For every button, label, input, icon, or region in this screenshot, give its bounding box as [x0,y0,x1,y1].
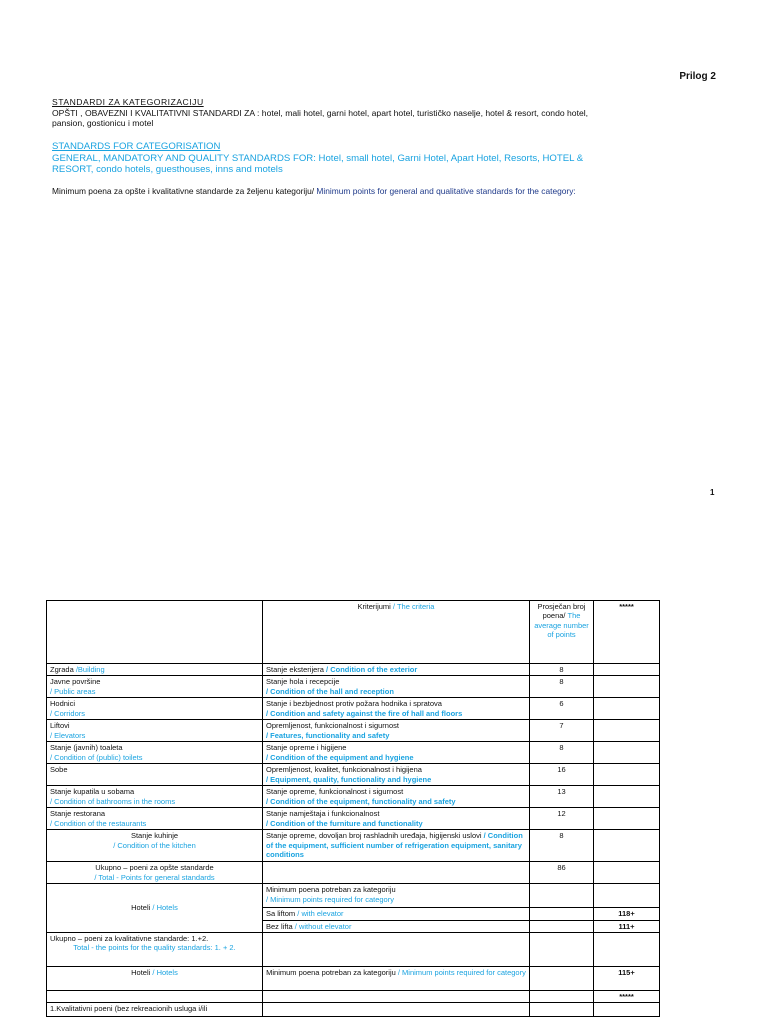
total-general-empty [263,862,530,884]
kitchen-row [47,830,660,862]
hotels-min-avg [530,884,594,908]
row-item-cell [47,664,263,676]
row-criteria-cell [263,764,530,786]
table-row [47,664,660,676]
header-en-title: STANDARDS FOR CATEGORISATION [52,141,221,152]
stars-row-empty-2 [263,990,530,1002]
table-row [47,676,660,698]
with-elevator-label: Sa liftom / with elevator [263,908,530,920]
row-stars-cell [594,720,660,742]
hotels-quality-avg [530,966,594,990]
table-row [47,720,660,742]
header-local-line3: pansion, gostionicu i motel [52,118,154,128]
total-quality-criteria [263,932,530,966]
stars-row-empty-3 [530,990,594,1002]
row-item-en: / Elevators [50,730,86,740]
quality-points-label: 1.Kvalitativni poeni (bez rekreacionih usluga i/ili [47,1003,263,1017]
page-number: 1 [710,488,715,497]
with-elevator-avg [530,908,594,920]
row-criteria-en: / Condition of the hall and reception [266,686,394,696]
hotels-min-stars [594,884,660,908]
row-criteria-cell [263,786,530,808]
header-local-line2: OPŠTI , OBAVEZNI I KVALITATIVNI STANDARDI ZA : hotel, mali hotel, garni hotel, apart hotel, turističko naselje, hotel & resort, condo hotel, [52,107,589,118]
row-item-cell [47,676,263,698]
row-criteria-en: / Condition of the equipment, functionality and safety [266,796,456,806]
annex-label: Prilog 2 [679,71,716,82]
row-item-local: Liftovi [50,721,70,731]
table-row [47,786,660,808]
row-average-points: 8 [530,664,594,676]
row-item-cell [47,764,263,786]
row-average-points: 8 [530,676,594,698]
minimum-points-local: Minimum poena za opšte i kvalitativne standarde za željenu kategoriju/ [52,186,315,196]
row-stars-cell [594,676,660,698]
table-header-row [47,601,660,664]
row-average-points: 7 [530,720,594,742]
total-quality-avg [530,932,594,966]
hotels-min-row [47,884,660,908]
row-item-cell [47,808,263,830]
row-average-points: 16 [530,764,594,786]
row-stars-cell [594,764,660,786]
row-criteria-local: Stanje hola i recepcije [266,677,340,687]
quality-points-empty-4 [594,1003,660,1017]
table-row [47,698,660,720]
without-elevator-avg [530,920,594,932]
row-criteria-local: Opremljenost, funkcionalnost i sigurnost [266,721,399,731]
hotels-min-text: Minimum poena potreban za kategoriju / Minimum points required for category [263,884,530,908]
stars-row-value: ***** [594,990,660,1002]
header-empty-cell [47,601,263,664]
header-en-line3: RESORT, condo hotels, guesthouses, inns and motels [52,164,283,175]
row-criteria-local: Opremljenost, kvalitet, funkcionalnost i higijena [266,765,422,775]
minimum-points-en: Minimum points for general and qualitative standards for the category: [314,186,576,196]
row-criteria-en: / Features, functionality and safety [266,730,390,740]
without-elevator-label: Bez lifta / without elevator [263,920,530,932]
without-elevator-value: 111+ [594,920,660,932]
row-item-local: Stanje restorana [50,809,106,819]
row-stars-cell [594,786,660,808]
header-en [52,141,672,176]
row-item-cell [47,786,263,808]
total-quality-stars [594,932,660,966]
with-elevator-value: 118+ [594,908,660,920]
header-en-line2: GENERAL, MANDATORY AND QUALITY STANDARDS FOR: Hotel, small hotel, Garni Hotel, Apart Hotel, Resorts, HOTEL & [52,152,584,164]
row-criteria-en: / Condition of the equipment and hygiene [266,752,414,762]
criteria-header: Kriterijumi / The criteria [263,601,530,664]
row-item-cell [47,698,263,720]
row-criteria-en: / Condition and safety against the fire of hall and floors [266,708,463,718]
row-criteria-local: Stanje i bezbjednost protiv požara hodnika i spratova [266,699,442,709]
row-item-local: Hodnici [50,699,76,709]
row-criteria-local: Stanje opreme i higijene [266,743,347,753]
row-criteria-en: / Condition of the furniture and functionality [266,818,423,828]
quality-points-empty-2 [263,1003,530,1017]
criteria-table [46,600,660,1017]
total-quality-row [47,932,660,966]
row-criteria-cell [263,664,530,676]
row-item-cell [47,742,263,764]
table-row [47,808,660,830]
table-row [47,764,660,786]
total-general-row [47,862,660,884]
row-criteria-cell [263,808,530,830]
row-item-local: Javne površine [50,677,101,687]
row-item-en: /Building [73,665,105,674]
row-item-en: / Public areas [50,686,96,696]
total-general-stars [594,862,660,884]
row-stars-cell [594,742,660,764]
row-criteria-local: Stanje opreme, funkcionalnost i sigurnost [266,787,404,797]
row-average-points: 13 [530,786,594,808]
total-general-label: Ukupno – poeni za opšte standarde / Total - Points for general standards [47,862,263,884]
stars-row-empty-1 [47,990,263,1002]
row-average-points: 8 [530,742,594,764]
row-criteria-cell [263,742,530,764]
row-criteria-local: Stanje eksterijera [266,665,324,674]
hotels-label: Hoteli / Hotels [47,884,263,933]
row-criteria-cell [263,698,530,720]
row-item-en: / Condition of (public) toilets [50,752,143,762]
row-item-en: / Corridors [50,708,86,718]
row-item-local: Stanje kupatila u sobama [50,787,135,797]
row-item-local: Sobe [50,765,68,775]
kitchen-stars [594,830,660,862]
table-row [47,742,660,764]
row-criteria-en: / Equipment, quality, functionality and hygiene [266,774,432,784]
hotels-quality-value: 115+ [594,966,660,990]
row-item-local: Stanje (javnih) toaleta [50,743,123,753]
row-average-points: 12 [530,808,594,830]
row-item-en: / Condition of bathrooms in the rooms [50,796,176,806]
row-criteria-cell [263,720,530,742]
row-stars-cell [594,808,660,830]
quality-points-empty-3 [530,1003,594,1017]
average-points-header: Prosječan broj poena/ The average number of points [530,601,594,664]
header-local-title: STANDARDI ZA KATEGORIZACIJU [52,97,204,107]
row-item-local: Zgrada [50,665,74,674]
five-star-header: ***** [594,601,660,664]
quality-points-row [47,1003,660,1017]
kitchen-average: 8 [530,830,594,862]
stars-row [47,990,660,1002]
row-criteria-local: Stanje namještaja i funkcionalnost [266,809,380,819]
total-quality-label: Ukupno – poeni za kvalitativne standarde: 1.+2. Total - the points for the quality standards: 1. + 2. [47,932,263,966]
hotels-quality-min: Minimum poena potreban za kategoriju / Minimum points required for category [263,966,530,990]
hotels-quality-row [47,966,660,990]
row-item-cell [47,720,263,742]
row-criteria-en: / Condition of the exterior [323,665,418,674]
minimum-points-sentence [52,186,742,196]
row-average-points: 6 [530,698,594,720]
row-criteria-cell [263,676,530,698]
kitchen-criteria: Stanje opreme, dovoljan broj rashladnih uređaja, higijenski uslovi / Condition of the equipment, sufficient number of refrigeration equipment, sanitary conditions [263,830,530,862]
hotels-quality-label: Hoteli / Hotels [47,966,263,990]
row-item-en: / Condition of the restaurants [50,818,147,828]
kitchen-item: Stanje kuhinje / Condition of the kitchen [47,830,263,862]
total-general-average: 86 [530,862,594,884]
row-stars-cell [594,664,660,676]
row-stars-cell [594,698,660,720]
header-local [52,97,722,129]
